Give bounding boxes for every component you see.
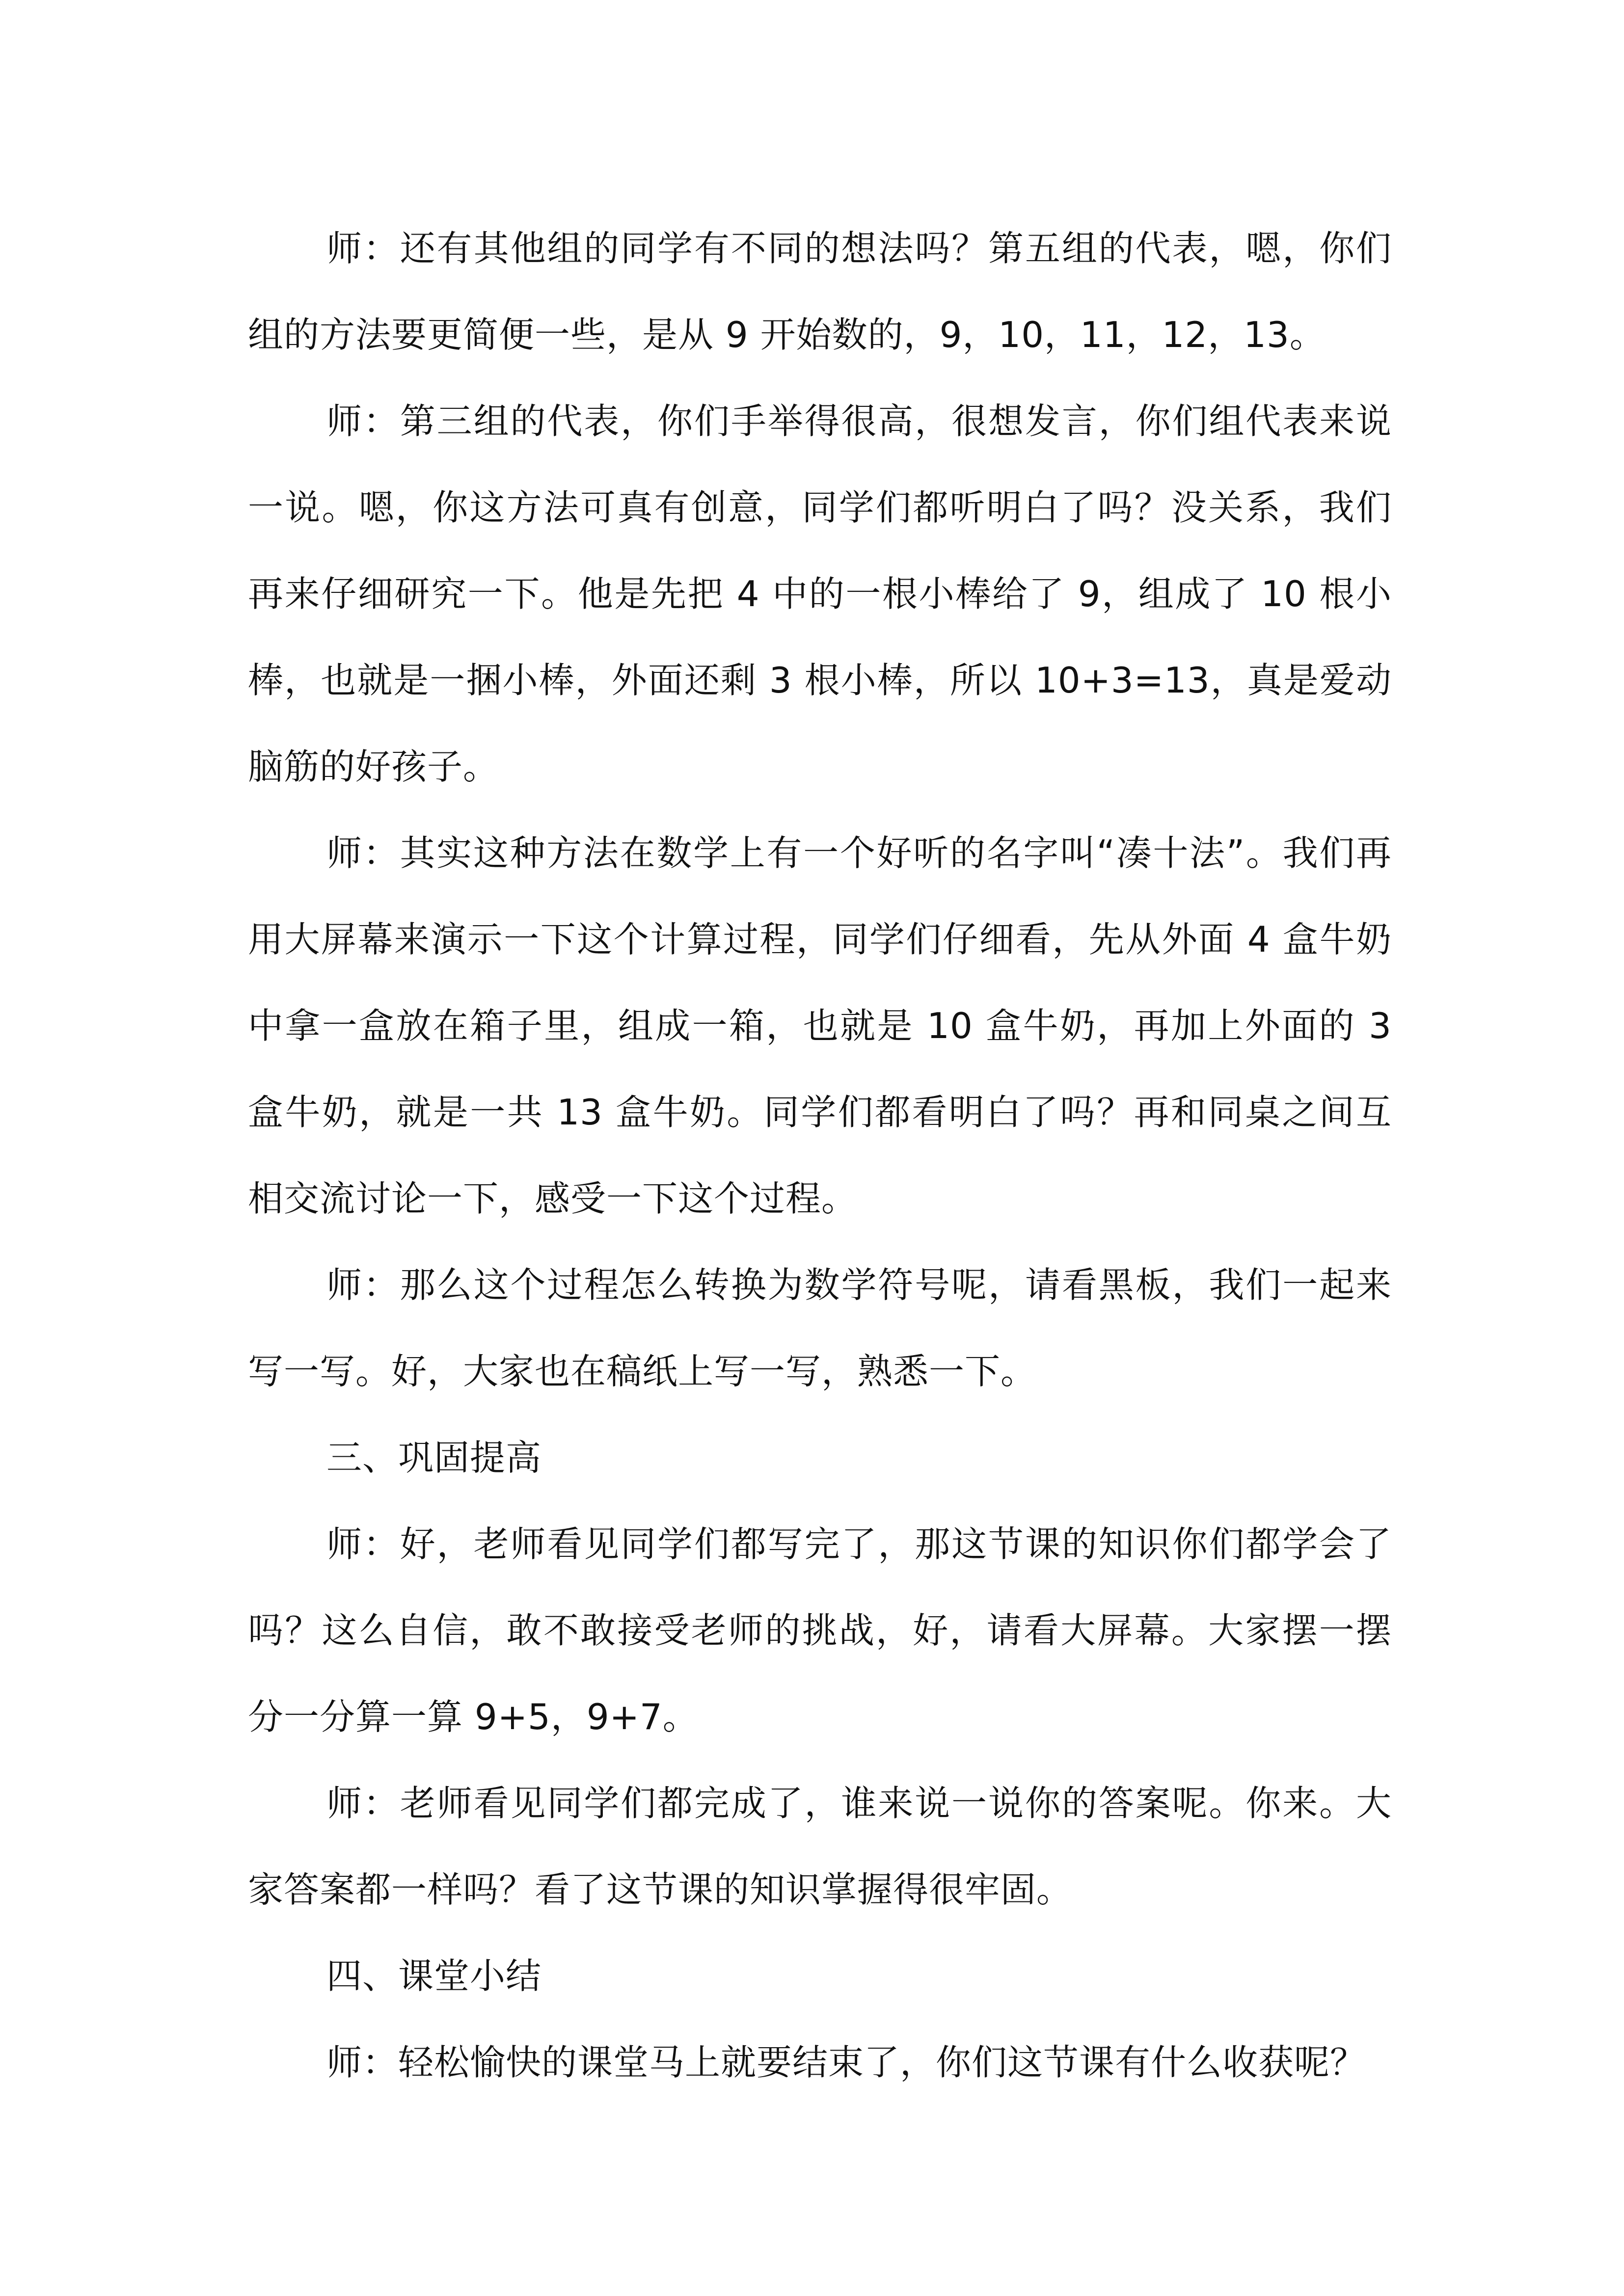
paragraph-5: 师：好，老师看见同学们都写完了，那这节课的知识你们都学会了吗？这么自信，敢不敢接受老师的挑战，好，请看大屏幕。大家摆一摆分一分算一算 9+5，9+7。	[248, 1523, 1392, 1737]
paragraph-6: 师：老师看见同学们都完成了，谁来说一说你的答案呢。你来。大家答案都一样吗？看了这节课的知识掌握得很牢固。	[248, 1783, 1392, 1910]
section-heading-summary: 四、课堂小结	[326, 1955, 542, 1997]
paragraph-2: 师：第三组的代表，你们手举得很高，很想发言，你们组代表来说一说。嗯，你这方法可真有创意，同学们都听明白了吗？没关系，我们再来仔细研究一下。他是先把 4 中的一根小棒给了 9，组成了 10 根小棒，也就是一捆小棒，外面还剩 3 根小棒，所以 10+3=13，真是爱动脑筋的好孩子。	[248, 400, 1392, 787]
paragraph-3: 师：其实这种方法在数学上有一个好听的名字叫“凑十法”。我们再用大屏幕来演示一下这个计算过程，同学们仔细看，先从外面 4 盒牛奶中拿一盒放在箱子里，组成一箱，也就是 10 盒牛奶，再加上外面的 3 盒牛奶，就是一共 13 盒牛奶。同学们都看明白了吗？再和同桌之间互相交流讨论一下，感受一下这个过程。	[248, 832, 1392, 1219]
paragraph-1: 师：还有其他组的同学有不同的想法吗？第五组的代表，嗯，你们组的方法要更简便一些，是从 9 开始数的，9，10，11，12，13。	[248, 228, 1392, 355]
paragraph-7: 师：轻松愉快的课堂马上就要结束了，你们这节课有什么收获呢？	[326, 2042, 1366, 2083]
paragraph-4: 师：那么这个过程怎么转换为数学符号呢，请看黑板，我们一起来写一写。好，大家也在稿纸上写一写，熟悉一下。	[248, 1264, 1392, 1392]
section-heading-consolidate: 三、巩固提高	[326, 1437, 542, 1478]
document-body	[248, 205, 1392, 2106]
